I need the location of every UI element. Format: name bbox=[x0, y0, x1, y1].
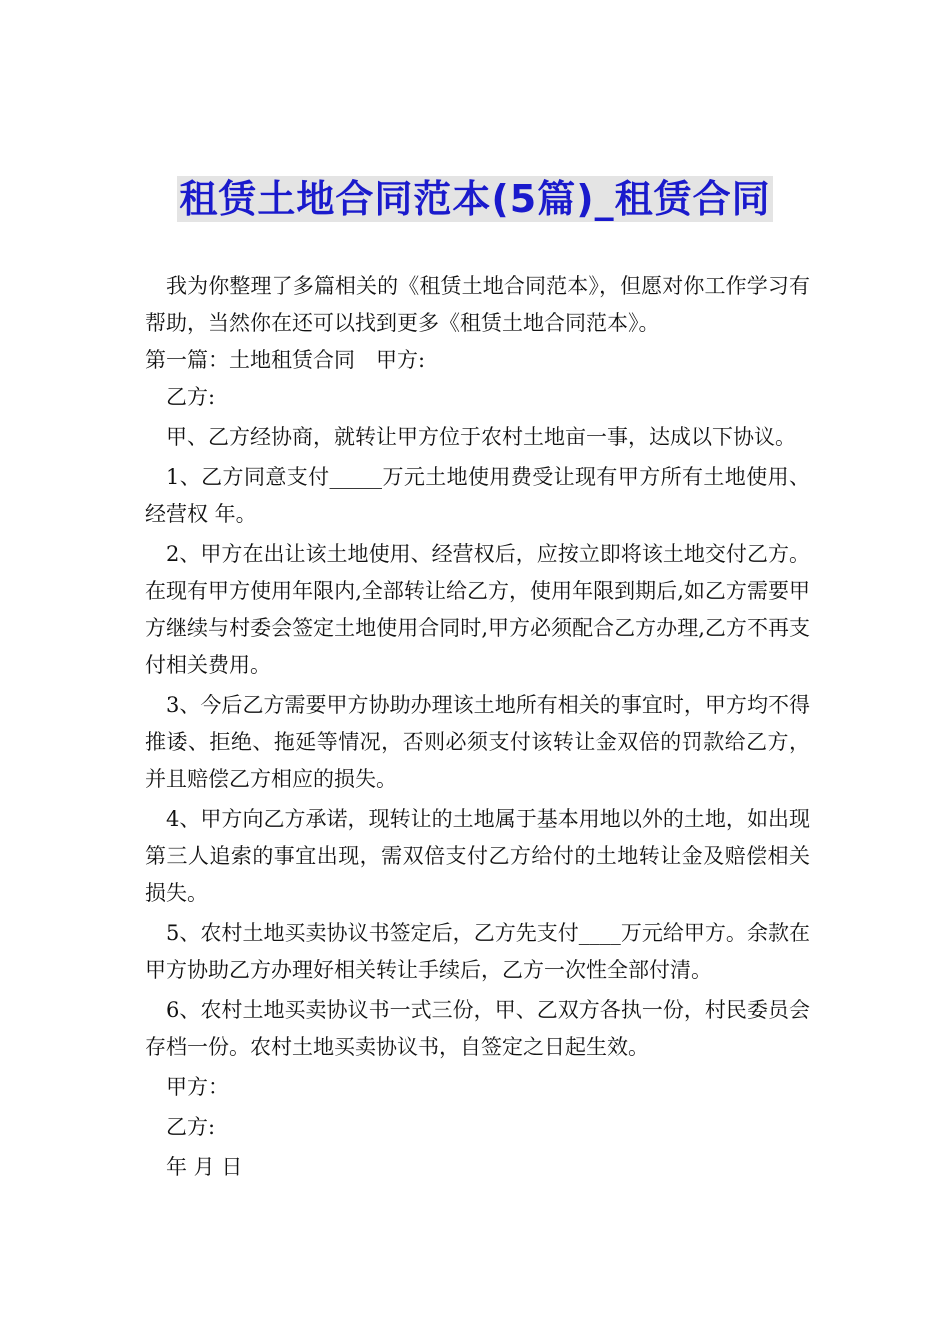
signature-party-b: 乙方: bbox=[166, 1115, 216, 1139]
signature-party-a: 甲方： bbox=[166, 1075, 229, 1099]
intro-paragraph: 我为你整理了多篇相关的《租赁土地合同范本》，但愿对你工作学习有帮助，当然你在还可以找到更多《租赁土地合同范本》。 bbox=[145, 274, 810, 335]
section-heading: 第一篇：土地租赁合同 甲方: bbox=[145, 348, 426, 372]
clause-3: 3、今后乙方需要甲方协助办理该土地所有相关的事宜时，甲方均不得推诿、拒绝、拖延等情况，否则必须支付该转让金双倍的罚款给乙方，并且赔偿乙方相应的损失。 bbox=[145, 693, 810, 791]
date-line: 年 月 日 bbox=[166, 1155, 243, 1179]
clause-2: 2、甲方在出让该土地使用、经营权后，应按立即将该土地交付乙方。在现有甲方使用年限内,全部转让给乙方，使用年限到期后,如乙方需要甲方继续与村委会签定土地使用合同时,甲方必须配合乙方办理,乙方不再支付相关费用。 bbox=[145, 542, 810, 677]
clause-5: 5、农村土地买卖协议书签定后，乙方先支付____万元给甲方。余款在甲方协助乙方办理好相关转让手续后，乙方一次性全部付清。 bbox=[145, 921, 810, 982]
party-b-label: 乙方: bbox=[166, 385, 216, 409]
agreement-paragraph: 甲、乙方经协商，就转让甲方位于农村土地亩一事，达成以下协议。 bbox=[166, 425, 796, 449]
clause-1: 1、乙方同意支付_____万元土地使用费受让现有甲方所有土地使用、经营权 年。 bbox=[145, 465, 810, 526]
document-body bbox=[145, 268, 810, 1186]
title-container bbox=[0, 176, 950, 222]
clause-6: 6、农村土地买卖协议书一式三份，甲、乙双方各执一份，村民委员会存档一份。农村土地买卖协议书，自签定之日起生效。 bbox=[145, 998, 810, 1059]
document-title: 租赁土地合同范本(5篇)_租赁合同 bbox=[179, 177, 771, 221]
clause-4: 4、甲方向乙方承诺，现转让的土地属于基本用地以外的土地，如出现第三人追索的事宜出现，需双倍支付乙方给付的土地转让金及赔偿相关损失。 bbox=[145, 807, 810, 905]
